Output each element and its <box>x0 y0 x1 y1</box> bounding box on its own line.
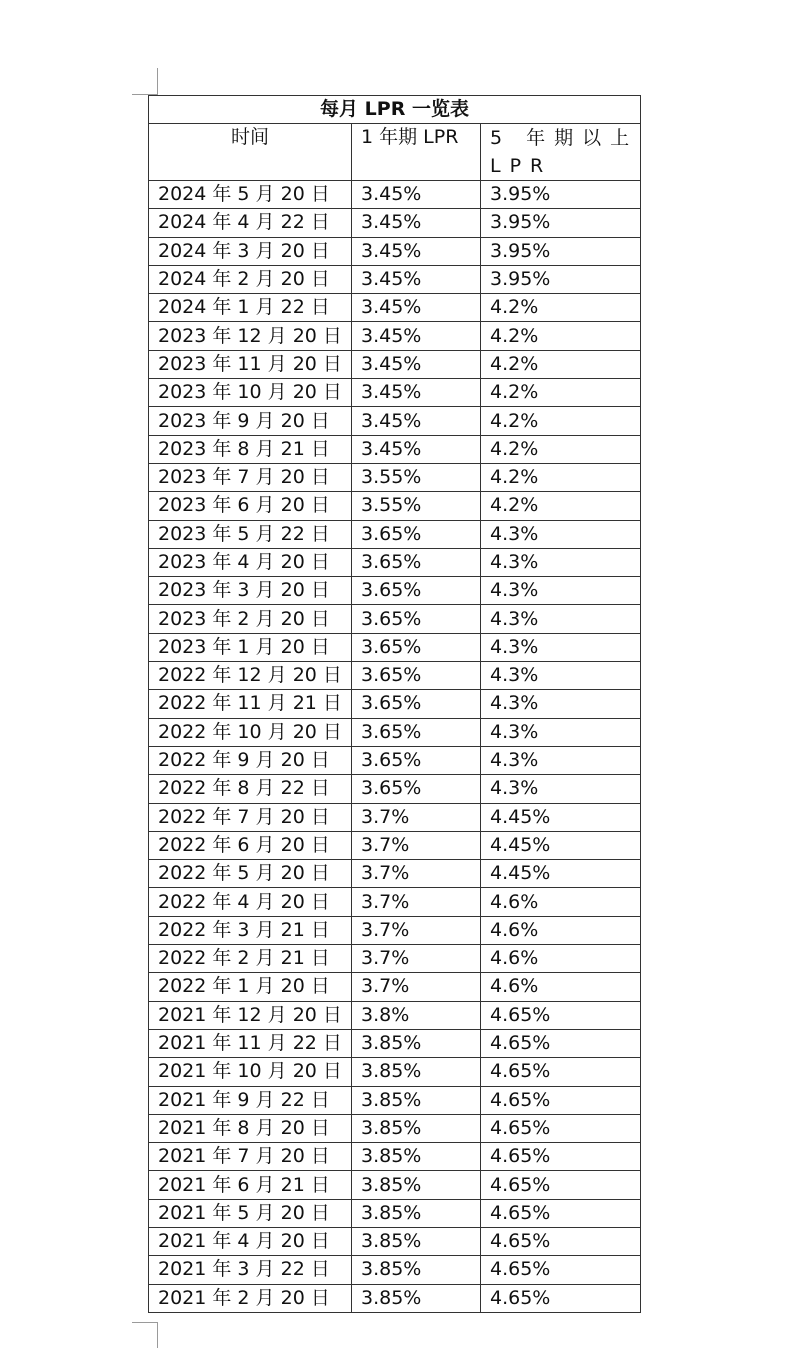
table-row <box>149 350 641 378</box>
cell-lpr-1y: 3.7% <box>352 916 481 944</box>
table-row <box>149 973 641 1001</box>
table-row <box>149 1171 641 1199</box>
table-row <box>149 888 641 916</box>
table-header-row <box>149 124 641 181</box>
table-title: 每月 LPR 一览表 <box>149 96 641 124</box>
cell-lpr-5y: 4.2% <box>481 407 641 435</box>
header-lpr-1y: 1 年期 LPR <box>352 124 481 181</box>
crop-mark-bottom-vertical <box>157 1322 158 1348</box>
table-row <box>149 775 641 803</box>
cell-lpr-1y: 3.85% <box>352 1114 481 1142</box>
cell-lpr-5y: 4.65% <box>481 1284 641 1312</box>
cell-date: 2021 年 2 月 20 日 <box>149 1284 352 1312</box>
cell-lpr-5y: 4.3% <box>481 548 641 576</box>
cell-date: 2023 年 9 月 20 日 <box>149 407 352 435</box>
cell-lpr-1y: 3.45% <box>352 209 481 237</box>
table-row <box>149 322 641 350</box>
cell-lpr-1y: 3.85% <box>352 1029 481 1057</box>
cell-lpr-5y: 3.95% <box>481 181 641 209</box>
table-row <box>149 1029 641 1057</box>
cell-lpr-1y: 3.45% <box>352 407 481 435</box>
cell-date: 2022 年 6 月 20 日 <box>149 831 352 859</box>
table-row <box>149 379 641 407</box>
table-row <box>149 265 641 293</box>
cell-lpr-5y: 4.2% <box>481 463 641 491</box>
table-row <box>149 435 641 463</box>
cell-lpr-1y: 3.45% <box>352 294 481 322</box>
table-row <box>149 860 641 888</box>
cell-date: 2021 年 7 月 20 日 <box>149 1143 352 1171</box>
cell-lpr-1y: 3.7% <box>352 945 481 973</box>
cell-date: 2021 年 3 月 22 日 <box>149 1256 352 1284</box>
cell-lpr-1y: 3.65% <box>352 605 481 633</box>
cell-lpr-5y: 4.2% <box>481 492 641 520</box>
cell-lpr-1y: 3.65% <box>352 548 481 576</box>
cell-date: 2022 年 11 月 21 日 <box>149 690 352 718</box>
cell-lpr-1y: 3.45% <box>352 350 481 378</box>
cell-date: 2022 年 2 月 21 日 <box>149 945 352 973</box>
table-row <box>149 1001 641 1029</box>
cell-date: 2021 年 8 月 20 日 <box>149 1114 352 1142</box>
cell-date: 2024 年 1 月 22 日 <box>149 294 352 322</box>
cell-lpr-5y: 4.3% <box>481 633 641 661</box>
table-row <box>149 407 641 435</box>
table-row <box>149 831 641 859</box>
cell-date: 2023 年 2 月 20 日 <box>149 605 352 633</box>
cell-date: 2022 年 8 月 22 日 <box>149 775 352 803</box>
cell-lpr-5y: 4.3% <box>481 775 641 803</box>
table-row <box>149 577 641 605</box>
cell-lpr-5y: 4.6% <box>481 973 641 1001</box>
cell-date: 2021 年 10 月 20 日 <box>149 1058 352 1086</box>
cell-lpr-1y: 3.55% <box>352 463 481 491</box>
cell-lpr-1y: 3.65% <box>352 520 481 548</box>
cell-lpr-1y: 3.45% <box>352 322 481 350</box>
cell-lpr-5y: 3.95% <box>481 237 641 265</box>
table-title-row <box>149 96 641 124</box>
cell-date: 2023 年 5 月 22 日 <box>149 520 352 548</box>
cell-lpr-5y: 4.45% <box>481 803 641 831</box>
cell-lpr-1y: 3.85% <box>352 1086 481 1114</box>
cell-lpr-1y: 3.7% <box>352 860 481 888</box>
cell-lpr-1y: 3.45% <box>352 435 481 463</box>
cell-lpr-1y: 3.7% <box>352 831 481 859</box>
cell-lpr-5y: 4.65% <box>481 1058 641 1086</box>
cell-lpr-5y: 4.65% <box>481 1086 641 1114</box>
table-row <box>149 1058 641 1086</box>
cell-date: 2021 年 5 月 20 日 <box>149 1199 352 1227</box>
table-row <box>149 746 641 774</box>
cell-date: 2024 年 4 月 22 日 <box>149 209 352 237</box>
crop-mark-top-vertical <box>157 68 158 94</box>
cell-date: 2023 年 12 月 20 日 <box>149 322 352 350</box>
table-row <box>149 1227 641 1255</box>
cell-lpr-5y: 3.95% <box>481 265 641 293</box>
cell-lpr-5y: 4.2% <box>481 294 641 322</box>
cell-lpr-5y: 4.65% <box>481 1227 641 1255</box>
cell-lpr-5y: 4.3% <box>481 577 641 605</box>
cell-lpr-1y: 3.45% <box>352 181 481 209</box>
table-row <box>149 803 641 831</box>
cell-lpr-1y: 3.65% <box>352 662 481 690</box>
cell-date: 2022 年 10 月 20 日 <box>149 718 352 746</box>
cell-lpr-1y: 3.85% <box>352 1143 481 1171</box>
cell-lpr-5y: 4.65% <box>481 1256 641 1284</box>
table-row <box>149 916 641 944</box>
table-row <box>149 1199 641 1227</box>
table-row <box>149 662 641 690</box>
cell-lpr-5y: 4.3% <box>481 690 641 718</box>
cell-date: 2023 年 4 月 20 日 <box>149 548 352 576</box>
table-row <box>149 463 641 491</box>
cell-lpr-1y: 3.85% <box>352 1171 481 1199</box>
cell-lpr-1y: 3.65% <box>352 775 481 803</box>
table-row <box>149 548 641 576</box>
cell-lpr-1y: 3.7% <box>352 888 481 916</box>
cell-lpr-5y: 3.95% <box>481 209 641 237</box>
cell-date: 2024 年 2 月 20 日 <box>149 265 352 293</box>
table-body <box>149 181 641 1313</box>
cell-lpr-5y: 4.2% <box>481 322 641 350</box>
cell-lpr-1y: 3.55% <box>352 492 481 520</box>
table-row <box>149 209 641 237</box>
table-row <box>149 181 641 209</box>
cell-date: 2024 年 5 月 20 日 <box>149 181 352 209</box>
cell-date: 2023 年 10 月 20 日 <box>149 379 352 407</box>
crop-mark-bottom-horizontal <box>132 1322 158 1323</box>
header-date: 时间 <box>149 124 352 181</box>
cell-date: 2021 年 6 月 21 日 <box>149 1171 352 1199</box>
table-row <box>149 294 641 322</box>
cell-date: 2024 年 3 月 20 日 <box>149 237 352 265</box>
cell-date: 2023 年 7 月 20 日 <box>149 463 352 491</box>
cell-date: 2022 年 5 月 20 日 <box>149 860 352 888</box>
cell-lpr-1y: 3.7% <box>352 973 481 1001</box>
cell-date: 2023 年 3 月 20 日 <box>149 577 352 605</box>
cell-lpr-1y: 3.65% <box>352 718 481 746</box>
cell-lpr-5y: 4.3% <box>481 746 641 774</box>
cell-lpr-5y: 4.2% <box>481 350 641 378</box>
table-row <box>149 1086 641 1114</box>
cell-lpr-1y: 3.45% <box>352 265 481 293</box>
cell-lpr-1y: 3.85% <box>352 1227 481 1255</box>
cell-lpr-5y: 4.3% <box>481 662 641 690</box>
cell-lpr-1y: 3.85% <box>352 1058 481 1086</box>
cell-date: 2021 年 12 月 20 日 <box>149 1001 352 1029</box>
cell-date: 2023 年 8 月 21 日 <box>149 435 352 463</box>
cell-date: 2022 年 3 月 21 日 <box>149 916 352 944</box>
table-row <box>149 605 641 633</box>
cell-lpr-5y: 4.65% <box>481 1114 641 1142</box>
cell-lpr-1y: 3.45% <box>352 379 481 407</box>
cell-lpr-1y: 3.65% <box>352 633 481 661</box>
lpr-table <box>148 95 641 1313</box>
table-row <box>149 1256 641 1284</box>
cell-lpr-5y: 4.65% <box>481 1029 641 1057</box>
cell-date: 2022 年 9 月 20 日 <box>149 746 352 774</box>
cell-lpr-5y: 4.3% <box>481 718 641 746</box>
cell-lpr-5y: 4.65% <box>481 1001 641 1029</box>
table-row <box>149 718 641 746</box>
cell-date: 2021 年 9 月 22 日 <box>149 1086 352 1114</box>
table-row <box>149 945 641 973</box>
table-row <box>149 1284 641 1312</box>
table-row <box>149 690 641 718</box>
cell-date: 2022 年 1 月 20 日 <box>149 973 352 1001</box>
cell-date: 2022 年 4 月 20 日 <box>149 888 352 916</box>
cell-lpr-1y: 3.65% <box>352 746 481 774</box>
cell-lpr-5y: 4.3% <box>481 520 641 548</box>
cell-lpr-5y: 4.65% <box>481 1171 641 1199</box>
table-row <box>149 237 641 265</box>
cell-lpr-5y: 4.6% <box>481 888 641 916</box>
cell-lpr-1y: 3.85% <box>352 1284 481 1312</box>
cell-lpr-1y: 3.85% <box>352 1199 481 1227</box>
cell-date: 2022 年 7 月 20 日 <box>149 803 352 831</box>
header-lpr-5y: 5 年期以上 LPR <box>481 124 641 181</box>
cell-lpr-1y: 3.7% <box>352 803 481 831</box>
cell-date: 2023 年 11 月 20 日 <box>149 350 352 378</box>
cell-lpr-5y: 4.6% <box>481 916 641 944</box>
cell-date: 2021 年 11 月 22 日 <box>149 1029 352 1057</box>
cell-lpr-1y: 3.65% <box>352 690 481 718</box>
cell-lpr-5y: 4.2% <box>481 435 641 463</box>
cell-date: 2022 年 12 月 20 日 <box>149 662 352 690</box>
cell-lpr-5y: 4.45% <box>481 831 641 859</box>
table-row <box>149 633 641 661</box>
cell-lpr-1y: 3.8% <box>352 1001 481 1029</box>
cell-lpr-1y: 3.65% <box>352 577 481 605</box>
cell-lpr-1y: 3.85% <box>352 1256 481 1284</box>
cell-date: 2021 年 4 月 20 日 <box>149 1227 352 1255</box>
table-row <box>149 1143 641 1171</box>
cell-date: 2023 年 1 月 20 日 <box>149 633 352 661</box>
cell-lpr-5y: 4.3% <box>481 605 641 633</box>
cell-lpr-5y: 4.45% <box>481 860 641 888</box>
table-row <box>149 1114 641 1142</box>
cell-date: 2023 年 6 月 20 日 <box>149 492 352 520</box>
cell-lpr-5y: 4.2% <box>481 379 641 407</box>
cell-lpr-1y: 3.45% <box>352 237 481 265</box>
table-row <box>149 520 641 548</box>
cell-lpr-5y: 4.6% <box>481 945 641 973</box>
cell-lpr-5y: 4.65% <box>481 1199 641 1227</box>
table-row <box>149 492 641 520</box>
cell-lpr-5y: 4.65% <box>481 1143 641 1171</box>
